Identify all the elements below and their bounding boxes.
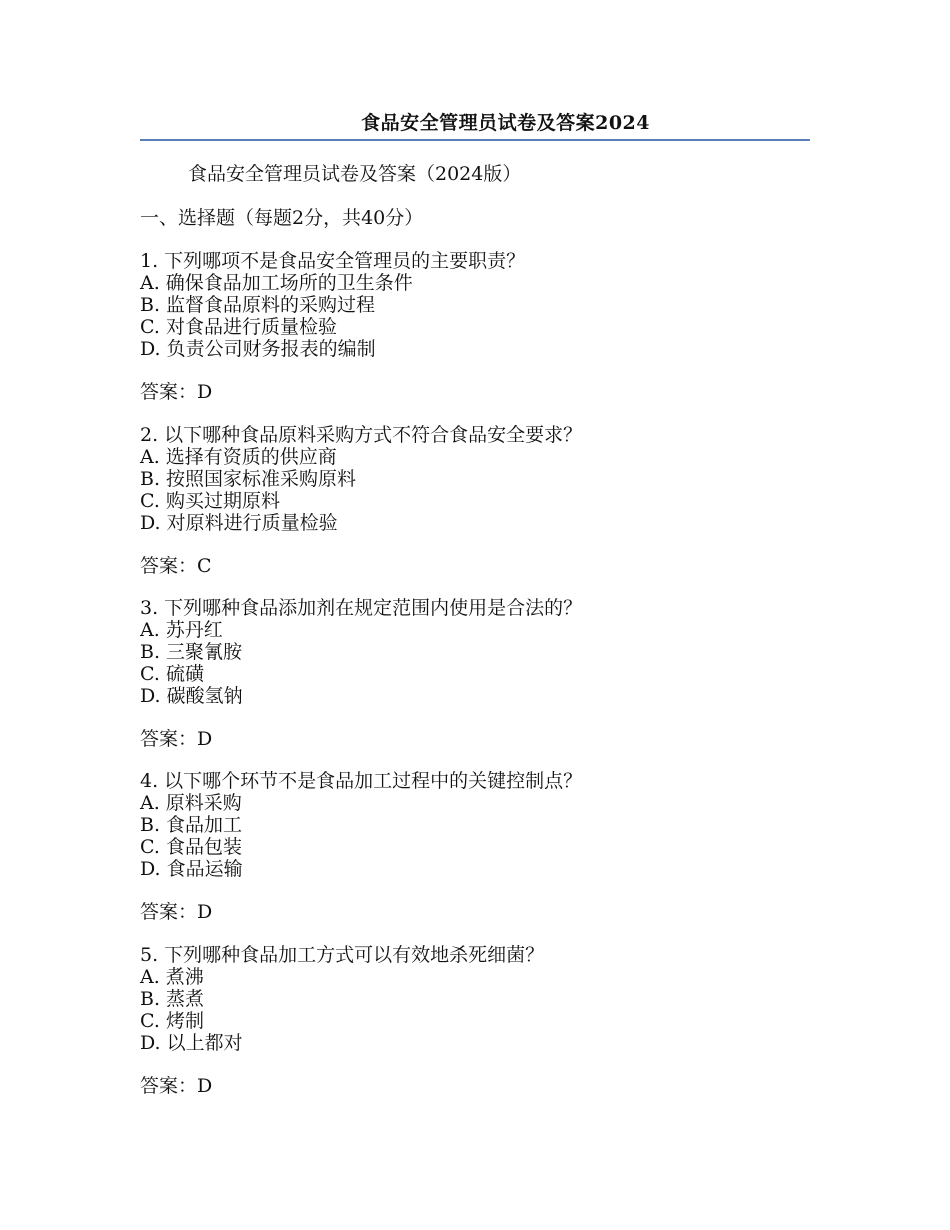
answer-text: 答案：C — [140, 555, 212, 577]
option-d: D. 以上都对 — [140, 1032, 243, 1054]
question-4 — [140, 770, 800, 923]
option-b: B. 监督食品原料的采购过程 — [140, 294, 376, 316]
question-3 — [140, 597, 800, 750]
option-c: C. 烤制 — [140, 1010, 204, 1032]
title-divider — [140, 139, 810, 141]
question-text: 4. 以下哪个环节不是食品加工过程中的关键控制点？ — [140, 770, 583, 792]
option-d: D. 碳酸氢钠 — [140, 685, 243, 707]
document-subtitle: 食品安全管理员试卷及答案（2024版） — [188, 163, 522, 185]
option-d: D. 对原料进行质量检验 — [140, 512, 338, 534]
question-text: 2. 以下哪种食品原料采购方式不符合食品安全要求？ — [140, 424, 583, 446]
option-c: C. 购买过期原料 — [140, 490, 280, 512]
option-b: B. 三聚氰胺 — [140, 641, 243, 663]
answer-text: 答案：D — [140, 728, 213, 750]
option-a: A. 原料采购 — [140, 792, 242, 814]
answer-text: 答案：D — [140, 381, 213, 403]
question-5 — [140, 944, 800, 1097]
option-a: A. 煮沸 — [140, 966, 204, 988]
option-b: B. 蒸煮 — [140, 988, 205, 1010]
option-b: B. 食品加工 — [140, 814, 243, 836]
option-a: A. 苏丹红 — [140, 619, 223, 641]
question-text: 5. 下列哪种食品加工方式可以有效地杀死细菌？ — [140, 944, 545, 966]
option-a: A. 选择有资质的供应商 — [140, 446, 337, 468]
question-text: 3. 下列哪种食品添加剂在规定范围内使用是合法的？ — [140, 597, 583, 619]
question-1 — [140, 250, 800, 403]
option-a: A. 确保食品加工场所的卫生条件 — [140, 272, 413, 294]
section-heading: 一、选择题（每题2分，共40分） — [140, 207, 424, 229]
option-d: D. 食品运输 — [140, 858, 243, 880]
document-title: 食品安全管理员试卷及答案2024 — [361, 112, 650, 134]
option-c: C. 食品包装 — [140, 836, 242, 858]
question-2 — [140, 424, 800, 577]
option-c: C. 硫磺 — [140, 663, 204, 685]
question-text: 1. 下列哪项不是食品安全管理员的主要职责？ — [140, 250, 526, 272]
answer-text: 答案：D — [140, 1075, 213, 1097]
option-d: D. 负责公司财务报表的编制 — [140, 338, 376, 360]
answer-text: 答案：D — [140, 901, 213, 923]
option-b: B. 按照国家标准采购原料 — [140, 468, 357, 490]
option-c: C. 对食品进行质量检验 — [140, 316, 337, 338]
